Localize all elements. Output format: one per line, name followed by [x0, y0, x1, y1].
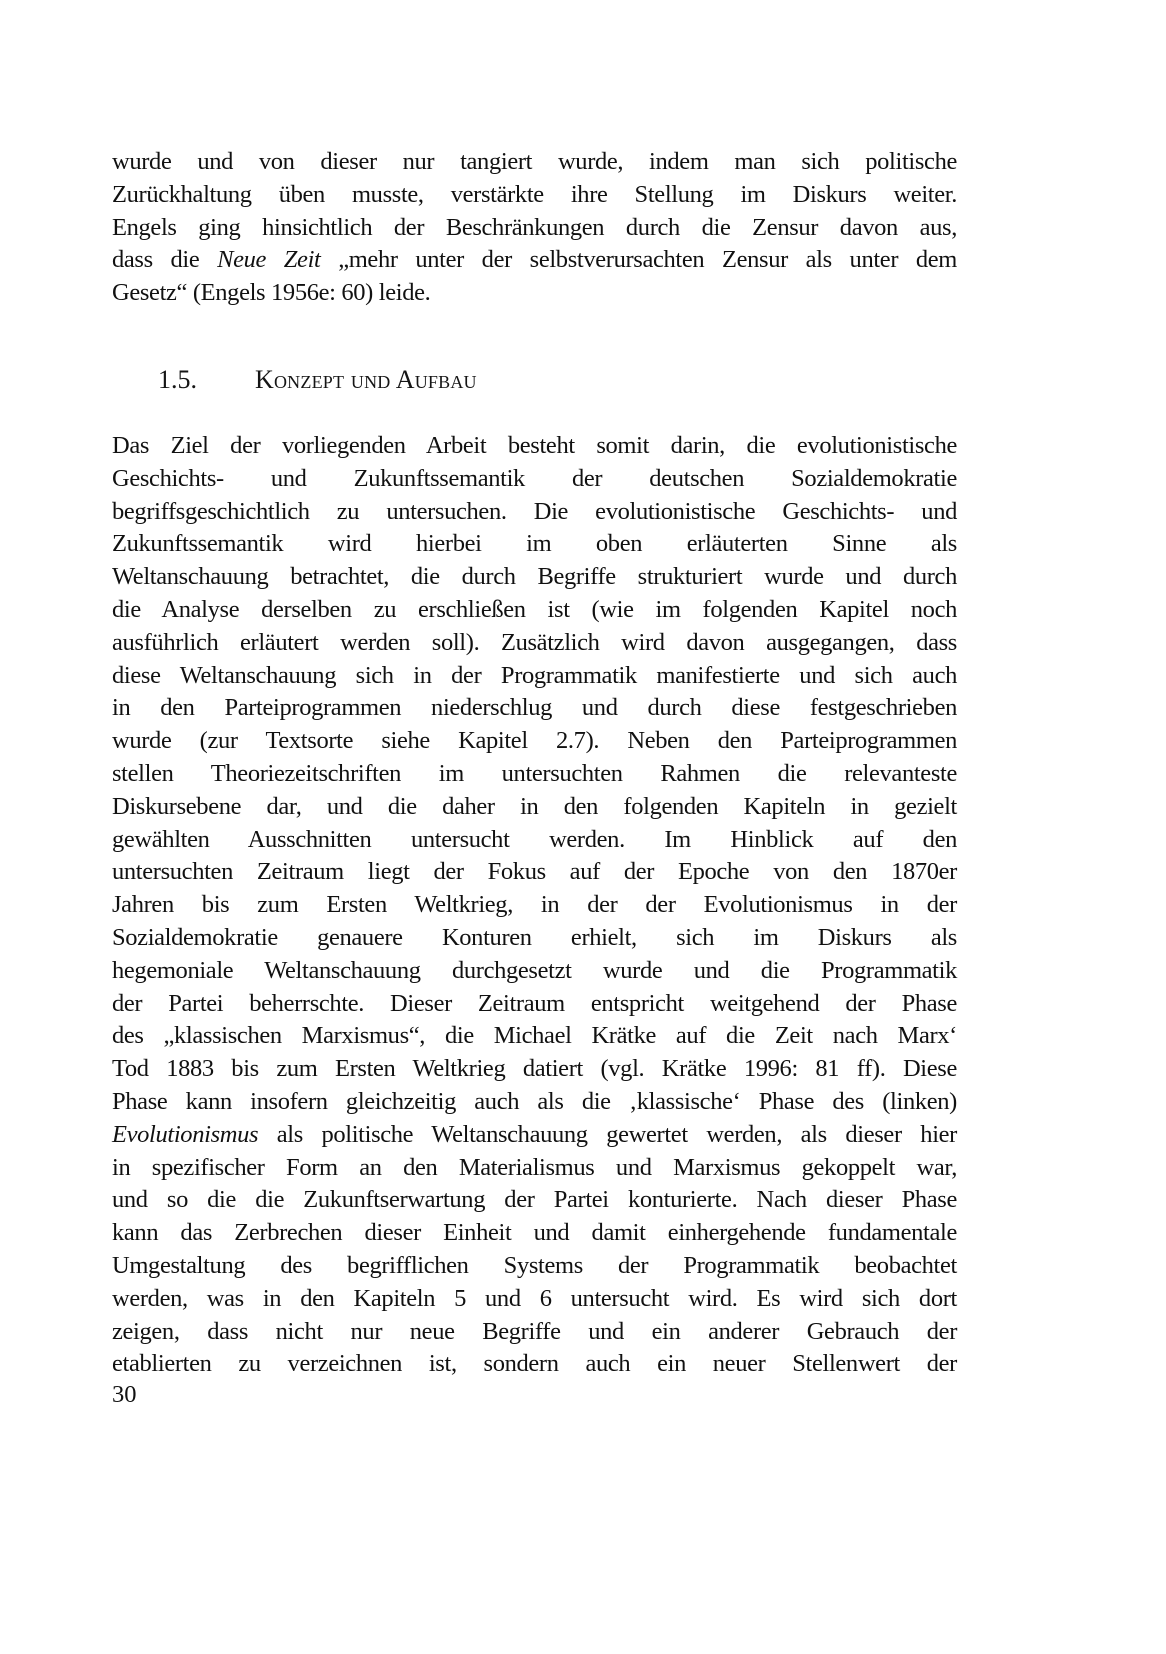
text-line — [112, 1119, 957, 1152]
text-line: Umgestaltung des begrifflichen Systems der Programmatik beobachtet — [112, 1251, 957, 1279]
text-line: die Analyse derselben zu erschließen ist (wie im folgenden Kapitel noch — [112, 595, 957, 623]
text-line: der Partei beherrschte. Dieser Zeitraum entspricht weitgehend der Phase — [112, 989, 957, 1017]
text-line: ausführlich erläutert werden soll). Zusätzlich wird davon ausgegangen, dass — [112, 628, 957, 656]
paragraph-2 — [112, 430, 957, 1381]
text-line: des „klassischen Marxismus“, die Michael Krätke auf die Zeit nach Marx‘ — [112, 1022, 957, 1050]
text-line: Gesetz“ (Engels 1956e: 60) leide. — [112, 279, 431, 307]
text-line: wurde und von dieser nur tangiert wurde, indem man sich politische — [112, 148, 957, 175]
text-run: als politische Weltanschauung gewertet werden, als dieser hier — [258, 1120, 957, 1148]
text-line: etablierten zu verzeichnen ist, sondern auch ein neuer Stellenwert der — [112, 1350, 957, 1378]
text-line: Jahren bis zum Ersten Weltkrieg, in der der Evolutionismus in der — [112, 891, 957, 919]
text-run: „mehr unter der selbstverursachten Zensur als unter dem — [320, 246, 957, 274]
text-line: kann das Zerbrechen dieser Einheit und damit einhergehende fundamentale — [112, 1219, 957, 1247]
text-run: dass die — [112, 246, 218, 274]
text-line — [112, 244, 957, 277]
italic-title-neue-zeit: Neue Zeit — [217, 246, 321, 274]
text-line: wurde (zur Textsorte siehe Kapitel 2.7). Neben den Parteiprogrammen — [112, 727, 957, 755]
text-line: Tod 1883 bis zum Ersten Weltkrieg datiert (vgl. Krätke 1996: 81 ff). Diese — [112, 1055, 957, 1083]
paragraph-1 — [112, 146, 957, 310]
section-title: Konzept und Aufbau — [255, 365, 477, 394]
text-line: untersuchten Zeitraum liegt der Fokus auf der Epoche von den 1870er — [112, 858, 957, 886]
section-number: 1.5. — [158, 365, 197, 394]
text-line: Phase kann insofern gleichzeitig auch als die ‚klassische‘ Phase des (linken) — [112, 1087, 957, 1115]
text-line: Zukunftssemantik wird hierbei im oben erläuterten Sinne als — [112, 530, 957, 558]
italic-term-evolutionismus: Evolutionismus — [112, 1120, 259, 1148]
text-line: begriffsgeschichtlich zu untersuchen. Die evolutionistische Geschichts- und — [112, 497, 957, 525]
text-line: und so die die Zukunftserwartung der Partei konturierte. Nach dieser Phase — [112, 1186, 957, 1214]
text-line: Engels ging hinsichtlich der Beschränkungen durch die Zensur davon aus, — [112, 213, 957, 241]
text-line: Zurückhaltung üben musste, verstärkte ihre Stellung im Diskurs weiter. — [112, 180, 957, 208]
text-line: Weltanschauung betrachtet, die durch Begriffe strukturiert wurde und durch — [112, 563, 957, 591]
text-line: stellen Theoriezeitschriften im untersuchten Rahmen die relevanteste — [112, 759, 957, 787]
text-line: hegemoniale Weltanschauung durchgesetzt wurde und die Programmatik — [112, 956, 957, 984]
text-line: Sozialdemokratie genauere Konturen erhielt, sich im Diskurs als — [112, 923, 957, 951]
text-line: Geschichts- und Zukunftssemantik der deutschen Sozialdemokratie — [112, 464, 957, 492]
text-line: Das Ziel der vorliegenden Arbeit besteht somit darin, die evolutionistische — [112, 432, 957, 459]
text-line: Diskursebene dar, und die daher in den folgenden Kapiteln in gezielt — [112, 792, 957, 820]
text-line: zeigen, dass nicht nur neue Begriffe und ein anderer Gebrauch der — [112, 1317, 957, 1345]
section-heading — [158, 362, 477, 398]
text-line: werden, was in den Kapiteln 5 und 6 untersucht wird. Es wird sich dort — [112, 1284, 957, 1312]
page-number: 30 — [112, 1381, 137, 1408]
text-line: gewählten Ausschnitten untersucht werden. Im Hinblick auf den — [112, 825, 957, 853]
text-line: in den Parteiprogrammen niederschlug und durch diese festgeschrieben — [112, 694, 957, 722]
text-line: diese Weltanschauung sich in der Programmatik manifestierte und sich auch — [112, 661, 957, 689]
text-line: in spezifischer Form an den Materialismus und Marxismus gekoppelt war, — [112, 1153, 957, 1181]
